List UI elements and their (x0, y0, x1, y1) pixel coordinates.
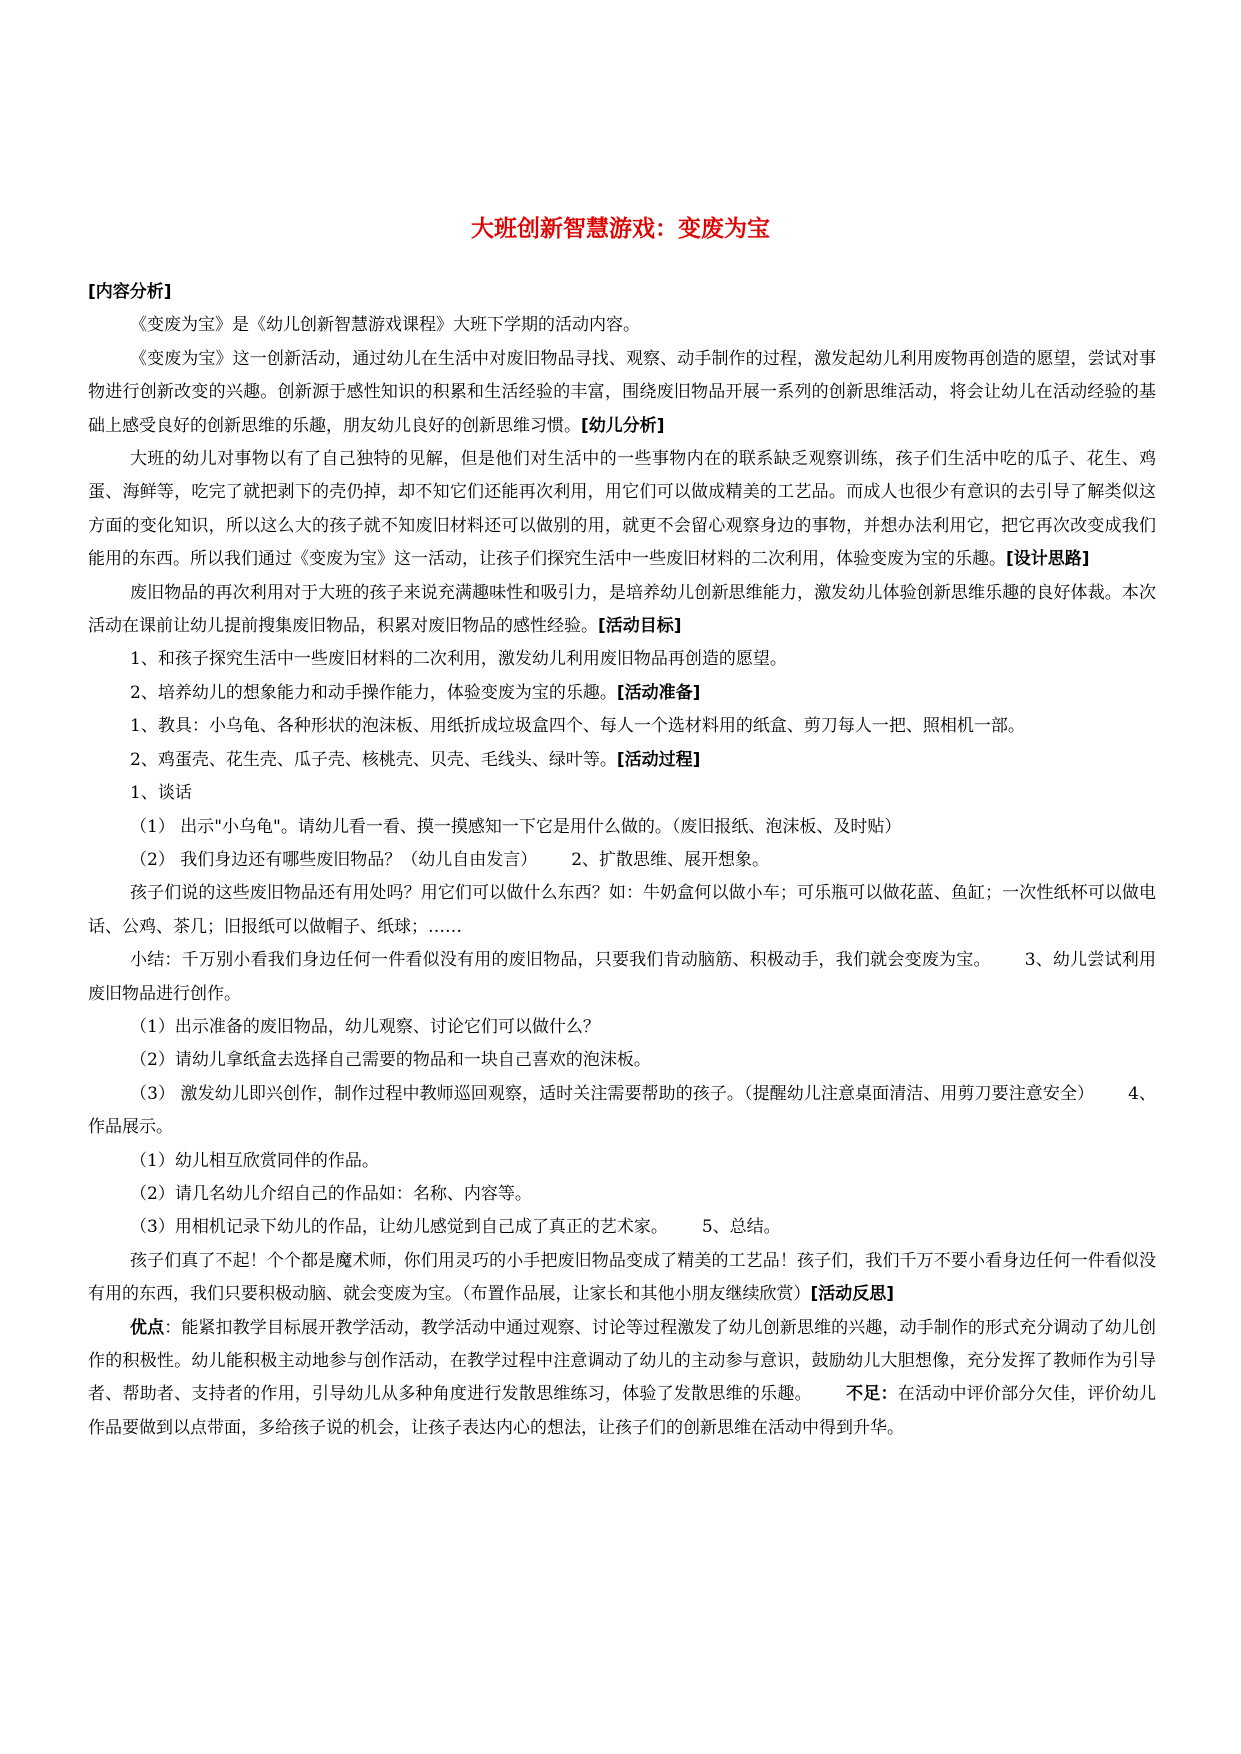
list-item-text: 2、培养幼儿的想象能力和动手操作能力，体验变废为宝的乐趣。 (130, 682, 617, 703)
list-item-text: 5、总结。 (701, 1217, 781, 1238)
paragraph (88, 1312, 1156, 1446)
list-item-text: 3、幼儿尝试利用废旧物品进行创作。 (88, 950, 1156, 1004)
list-item: （1）幼儿相互欣赏同伴的作品。 (130, 1150, 379, 1171)
paragraph-text: 在活动中评价部分欠佳，评价幼儿作品要做到以点带面，多给孩子说的机会，让孩子表达内心的想法，让孩子们的创新思维在活动中得到升华。 (88, 1384, 1157, 1438)
paragraph-text: 孩子们真了不起！个个都是魔术师，你们用灵巧的小手把废旧物品变成了精美的工艺品！孩子们，我们千万不要小看身边任何一件看似没有用的东西，我们只要积极动脑、就会变废为宝。（布置作品展，让家长和其他小朋友继续欣赏） (88, 1250, 1156, 1305)
paragraph (88, 443, 1156, 577)
paragraph (88, 343, 1156, 443)
paragraph: 孩子们说的这些废旧物品还有用处吗？用它们可以做什么东西？如：牛奶盒何以做小车；可乐瓶可以做花蓝、鱼缸；一次性纸杯可以做电话、公鸡、茶几；旧报纸可以做帽子、纸球；…… (88, 883, 1156, 937)
paragraph-text: ：能紧扣教学目标展开教学活动，教学活动中通过观察、讨论等过程激发了幼儿创新思维的兴趣，动手制作的形式充分调动了幼儿创作的积极性。幼儿能积极主动地参与创作活动，在教学过程中注意调动了幼儿的主动参与意识，鼓励幼儿大胆想像，充分发挥了教师作为引导者、帮助者、支持者的作用，引导幼儿从多种角度进行发散思维练习，体验了发散思维的乐趣。 (88, 1317, 1157, 1405)
list-item-text: 2、鸡蛋壳、花生壳、瓜子壳、核桃壳、贝壳、毛线头、绿叶等。 (130, 749, 617, 770)
list-item (88, 677, 1156, 710)
paragraph-text: 大班的幼儿对事物以有了自己独特的见解，但是他们对生活中的一些事物内在的联系缺乏观察训练，孩子们生活中吃的瓜子、花生、鸡蛋、海鲜等，吃完了就把剥下的壳仍掉，却不知它们还能再次利用，用它们可以做成精美的工艺品。而成人也很少有意识的去引导了解类似这方面的变化知识，所以这么大的孩子就不知废旧材料还可以做别的用，就更不会留心观察身边的事物，并想办法利用它，把它再次改变成我们能用的东西。所以我们通过《变废为宝》这一活动，让孩子们探究生活中一些废旧材料的二次利用，体验变废为宝的乐趣。 (88, 449, 1156, 570)
label-weaknesses: 不足： (845, 1384, 898, 1405)
list-item: （1）出示准备的废旧物品，幼儿观察、讨论它们可以做什么？ (130, 1016, 600, 1037)
paragraph (88, 577, 1156, 644)
document-body (88, 276, 1156, 1445)
list-item: 1、教具：小乌龟、各种形状的泡沫板、用纸折成垃圾盒四个、每人一个选材料用的纸盒、剪刀每人一把、照相机一部。 (130, 716, 1025, 737)
paragraph (88, 944, 1156, 1011)
section-heading-design-idea: [设计思路] (1006, 549, 1090, 570)
list-item (88, 1211, 1156, 1244)
list-item: 1、和孩子探究生活中一些废旧材料的二次利用，激发幼儿利用废旧物品再创造的愿望。 (130, 649, 787, 670)
section-heading-content-analysis: [内容分析] (88, 282, 172, 302)
section-heading-process: [活动过程] (616, 749, 701, 770)
label-strengths: 优点 (130, 1317, 165, 1338)
section-heading-child-analysis: [幼儿分析] (581, 415, 665, 436)
list-item: （2）请幼儿拿纸盒去选择自己需要的物品和一块自己喜欢的泡沫板。 (130, 1050, 651, 1071)
list-item: 1、谈话 (130, 783, 192, 804)
document-title: 大班创新智慧游戏：变废为宝 (471, 215, 770, 242)
list-item: （2）请几名幼儿介绍自己的作品如：名称、内容等。 (130, 1183, 532, 1204)
paragraph-text: 废旧物品的再次利用对于大班的孩子来说充满趣味性和吸引力，是培养幼儿创新思维能力，激发幼儿体验创新思维乐趣的良好体裁。本次活动在课前让幼儿提前搜集废旧物品，积累对废旧物品的感性经验。 (88, 582, 1156, 637)
section-heading-preparation: [活动准备] (616, 682, 701, 703)
list-item-text: （3）用相机记录下幼儿的作品，让幼儿感觉到自己成了真正的艺术家。 (130, 1217, 668, 1238)
list-item-text: （2） 我们身边还有哪些废旧物品？（幼儿自由发言） (130, 849, 538, 870)
paragraph-text: 《变废为宝》这一创新活动，通过幼儿在生活中对废旧物品寻找、观察、动手制作的过程，激发起幼儿利用废物再创造的愿望，尝试对事物进行创新改变的兴趣。创新源于感性知识的积累和生活经验的丰富，围绕废旧物品开展一系列的创新思维活动，将会让幼儿在活动经验的基础上感受良好的创新思维的乐趣，朋友幼儿良好的创新思维习惯。 (88, 348, 1156, 436)
section-heading-reflection: [活动反思] (810, 1284, 895, 1305)
list-item (88, 844, 1156, 877)
list-item-text: 2、扩散思维、展开想象。 (571, 849, 770, 870)
list-item: （1） 出示"小乌龟"。请幼儿看一看、摸一摸感知一下它是用什么做的。（废旧报纸、泡沫板、及时贴） (130, 816, 902, 837)
list-item (88, 1078, 1156, 1145)
list-item-text: （3） 激发幼儿即兴创作，制作过程中教师巡回观察，适时关注需要帮助的孩子。（提醒幼儿注意桌面清洁、用剪刀要注意安全） (130, 1083, 1095, 1104)
list-item-text: 4、作品展示。 (88, 1083, 1157, 1138)
list-item (88, 744, 1156, 777)
paragraph: 《变废为宝》是《幼儿创新智慧游戏课程》大班下学期的活动内容。 (130, 315, 640, 336)
paragraph (88, 1245, 1156, 1312)
paragraph-text: 小结：千万别小看我们身边任何一件看似没有用的废旧物品，只要我们肯动脑筋、积极动手，我们就会变废为宝。 (130, 950, 991, 971)
section-heading-activity-goals: [活动目标] (598, 616, 682, 637)
